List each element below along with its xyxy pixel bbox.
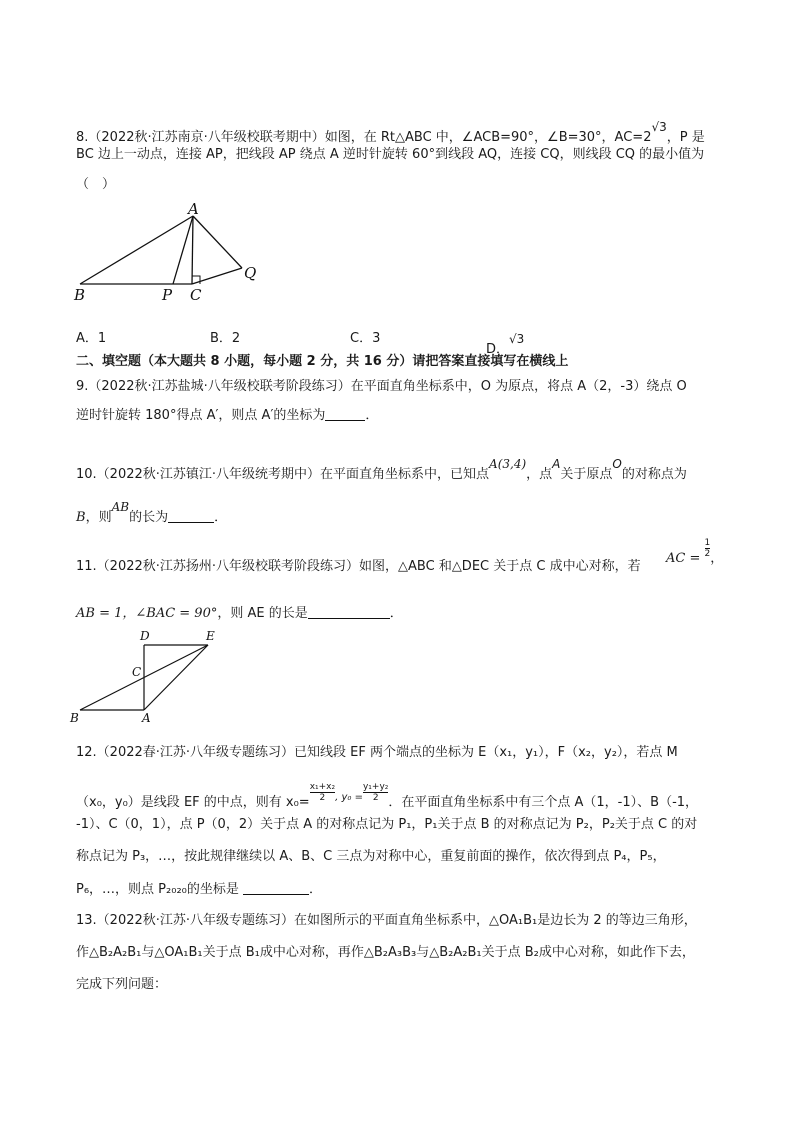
q13-line3: 完成下列问题： (76, 977, 168, 992)
fig11-label-c: C (132, 665, 142, 679)
q12-line1: 12.（2022春·江苏·八年级专题练习）已知线段 EF 两个端点的坐标为 E（x₁，y₁），F（x₂，y₂），若点 M (76, 745, 678, 760)
q8-figure (70, 200, 270, 310)
q9-line2-text: 逆时针旋转 180°得点 A′，则点 A′的坐标为 (76, 408, 326, 423)
q12-fx-num: x₁+x₂ (309, 782, 336, 792)
fig8-label-q: Q (244, 264, 257, 282)
q11-ac-expression (666, 538, 723, 568)
q9-line2 (76, 406, 378, 425)
q10-line2-end: ． (214, 510, 228, 525)
q8-line1-text: 8.（2022秋·江苏南京·八年级校联考期中）如图，在 Rt△ABC 中，∠ACB=90°，∠B=30°，AC=2 (76, 130, 652, 145)
fig8-label-c: C (190, 286, 202, 304)
answer-blank (168, 508, 214, 523)
section-heading: 二、填空题（本大题共 8 小题，每小题 2 分，共 16 分）请把答案直接填写在横线上 (76, 354, 569, 369)
q10-point-a: A(3,4) (489, 457, 527, 471)
q10-text-c: 关于原点 (560, 467, 613, 482)
q12-fy-den: 2 (372, 793, 379, 803)
q11-line2 (76, 604, 403, 623)
q11-line1-end: ， (710, 551, 724, 566)
answer-blank (243, 880, 309, 895)
q11-figure (66, 626, 226, 726)
q8-option-d-label: D． (486, 342, 510, 357)
q13-line1: 13.（2022秋·江苏·八年级专题练习）在如图所示的平面直角坐标系中，△OA₁B₁是边长为 2 的等边三角形， (76, 913, 697, 928)
fig11-label-b: B (70, 711, 79, 725)
q11-conditions: AB = 1，∠BAC = 90° (76, 606, 218, 621)
q10-line2 (76, 498, 227, 527)
q9-line1: 9.（2022秋·江苏盐城·八年级校联考阶段练习）在平面直角坐标系中，O 为原点，将点 A（2，-3）绕点 O (76, 379, 687, 394)
q11-text-b: ，则 AE 的长是 (217, 606, 308, 621)
q10-var-ab: AB (111, 500, 130, 514)
q10-line1 (76, 455, 687, 484)
q8-option-b: B．2 (210, 331, 241, 346)
q12-line5-end: ． (309, 882, 323, 897)
q11-line2-end: ． (389, 606, 403, 621)
q10-var-b: B (76, 510, 86, 525)
fig11-label-d: D (140, 629, 150, 643)
q8-line3: （ ） (76, 177, 116, 192)
q12-line2 (76, 782, 698, 812)
q10-text-e: ，则 (85, 510, 112, 525)
q12-line5-text: P₆，…，则点 P₂₀₂₀的坐标是 (76, 882, 239, 897)
q10-text-f: 的长为 (129, 510, 169, 525)
q12-line5 (76, 880, 322, 899)
q10-text-b: ，点 (526, 467, 553, 482)
q13-line2: 作△B₂A₂B₁与△OA₁B₁关于点 B₁成中心对称，再作△B₂A₃B₃与△B₂A₂B₁关于点 B₂成中心对称，如此作下去， (76, 945, 695, 960)
q12-y0: , y₀ = (335, 792, 363, 803)
q8-line2: BC 边上一动点，连接 AP，把线段 AP 绕点 A 逆时针旋转 60°到线段 AQ，连接 CQ，则线段 CQ 的最小值为 (76, 147, 705, 162)
q10-var-a: A (552, 457, 561, 471)
q10-text-a: 10.（2022秋·江苏镇江·八年级统考期中）在平面直角坐标系中，已知点 (76, 467, 490, 482)
q11-frac-den: 2 (704, 549, 711, 559)
q12-frac-x (310, 782, 335, 803)
fig8-label-b: B (74, 286, 86, 304)
fig8-label-a: A (188, 200, 199, 218)
q8-option-a: A．1 (76, 331, 107, 346)
q12-fy-num: y₁+y₂ (362, 782, 389, 792)
q12-text-a: （x₀，y₀）是线段 EF 的中点，则有 x₀= (76, 795, 310, 810)
q12-line3: -1）、C（0，1），点 P（0，2）关于点 A 的对称点记为 P₁，P₁关于点 B 的对称点记为 P₂，P₂关于点 C 的对 (76, 817, 698, 832)
q10-text-d: 的对称点为 (621, 467, 687, 482)
q12-text-b: ．在平面直角坐标系中有三个点 A（1，-1）、B（-1， (388, 795, 699, 810)
q12-fx-den: 2 (319, 793, 326, 803)
q11-frac-num: 1 (704, 538, 711, 548)
q11-line1 (76, 558, 641, 576)
q12-frac-y (363, 782, 388, 803)
answer-blank (308, 604, 390, 619)
q10-var-o: O (612, 457, 622, 471)
answer-blank (325, 406, 365, 421)
q11-ac-eq: AC = (666, 551, 701, 566)
q8-line1-end: ，P 是 (666, 130, 705, 145)
fig11-label-e: E (206, 629, 215, 643)
q11-line1-text: 11.（2022秋·江苏扬州·八年级校联考阶段练习）如图，△ABC 和△DEC 关于点 C 成中心对称，若 (76, 559, 641, 574)
q8-line1 (76, 118, 705, 147)
sqrt3-symbol: √3 (651, 120, 667, 134)
q12-line4: 称点记为 P₃，…，按此规律继续以 A、B、C 三点为对称中心，重复前面的操作，依次得到点 P₄，P₅， (76, 849, 666, 864)
fig8-label-p: P (162, 286, 173, 304)
sqrt3-symbol: √3 (509, 332, 525, 346)
q9-line2-end: ． (365, 408, 379, 423)
fig11-label-a: A (142, 711, 151, 725)
q8-option-c: C．3 (350, 331, 381, 346)
